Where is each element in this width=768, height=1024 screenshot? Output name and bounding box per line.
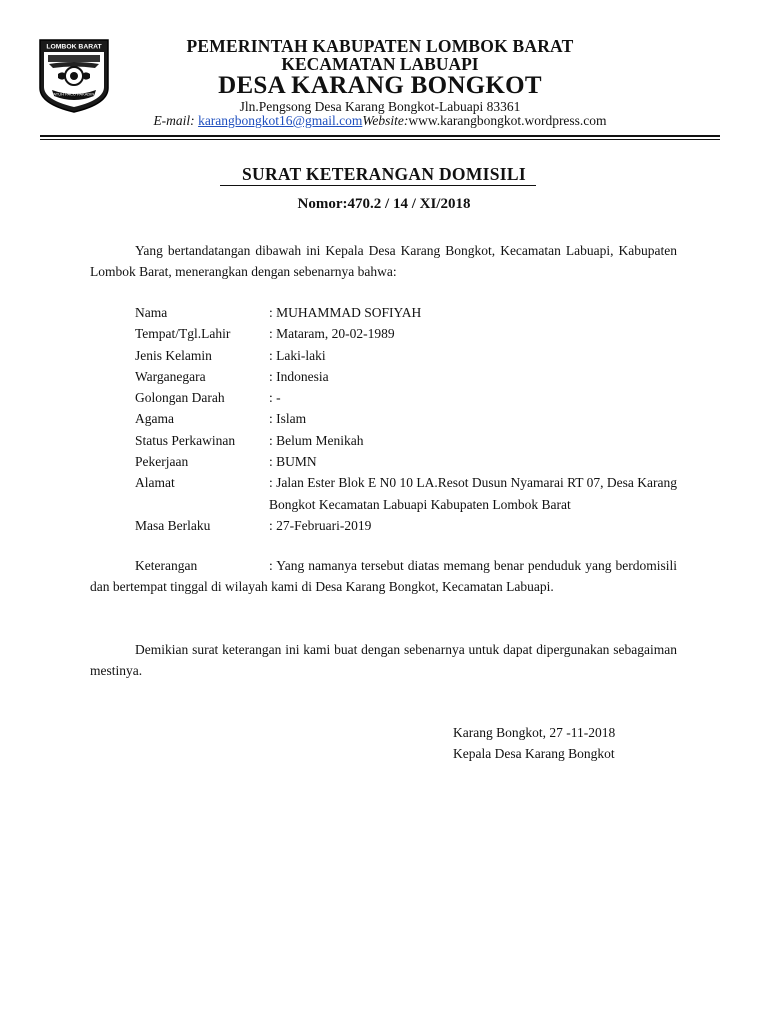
- field-row: [135, 472, 677, 515]
- field-label: Tempat/Tgl.Lahir: [135, 326, 231, 342]
- field-value: : 27-Februari-2019: [269, 517, 372, 533]
- field-row: [135, 323, 677, 344]
- letterhead-district: KECAMATAN LABUAPI: [281, 54, 479, 74]
- field-label: Pekerjaan: [135, 454, 189, 470]
- field-value: : MUHAMMAD SOFIYAH: [269, 305, 422, 320]
- website-text: www.karangbongkot.wordpress.com: [408, 113, 607, 128]
- intro-text: Yang bertandatangan dibawah ini Kepala Desa Karang Bongkot, Kecamatan Labuapi, Kabupaten Lombok Barat, menerangkan dengan sebenarnya bahwa:: [90, 243, 677, 280]
- field-row: [135, 430, 677, 451]
- document-number: Nomor:470.2 / 14 / XI/2018: [297, 196, 471, 212]
- letterhead-rule-thin: [40, 139, 720, 140]
- field-label: Nama: [135, 305, 168, 320]
- field-label: Jenis Kelamin: [135, 347, 212, 363]
- field-label: Masa Berlaku: [135, 517, 211, 533]
- closing-text: Demikian surat keterangan ini kami buat dengan sebenarnya untuk dapat dipergunakan sebagaiman mestinya.: [90, 642, 677, 679]
- field-label: Warganegara: [135, 368, 206, 384]
- letterhead-contact: [120, 113, 640, 129]
- field-value: : BUMN: [269, 454, 317, 470]
- signature-place-date: Karang Bongkot, 27 -11-2018: [453, 725, 616, 740]
- intro-paragraph: [90, 240, 677, 283]
- regency-logo: [38, 38, 110, 114]
- document-title: SURAT KETERANGAN DOMISILI: [242, 164, 526, 184]
- email-label: E-mail:: [153, 113, 195, 128]
- field-value: : Belum Menikah: [269, 432, 364, 448]
- field-row: [135, 345, 677, 366]
- field-label: Status Perkawinan: [135, 432, 236, 448]
- field-value: : Laki-laki: [269, 347, 326, 363]
- letterhead-rule-thick: [40, 135, 720, 137]
- field-value: : Islam: [269, 411, 307, 427]
- remarks-text: : Yang namanya tersebut diatas memang benar penduduk yang berdomisili dan bertempat tinggal di wilayah kami di Desa Karang Bongkot, Kecamatan Labuapi.: [90, 558, 677, 595]
- field-label: Agama: [135, 411, 174, 427]
- signature-block: [453, 722, 615, 765]
- email-link[interactable]: karangbongkot16@gmail.com: [198, 113, 363, 128]
- letterhead-village: DESA KARANG BONGKOT: [218, 72, 542, 99]
- remarks-paragraph: [90, 555, 677, 598]
- field-row: [135, 408, 677, 429]
- logo-top-text: LOMBOK BARAT: [46, 43, 102, 51]
- field-row: [135, 451, 677, 472]
- field-value: : -: [269, 390, 281, 406]
- field-row: [135, 515, 677, 536]
- closing-paragraph: [90, 639, 677, 682]
- field-value: : Jalan Ester Blok E N0 10 LA.Resot Dusun Nyamarai RT 07, Desa Karang Bongkot Kecamatan Labuapi Kabupaten Lombok Barat: [269, 475, 677, 512]
- field-value: : Indonesia: [269, 368, 329, 384]
- letterhead-government: PEMERINTAH KABUPATEN LOMBOK BARAT: [186, 36, 574, 56]
- field-label: Golongan Darah: [135, 390, 225, 406]
- field-label: Alamat: [135, 475, 175, 491]
- field-row: [135, 302, 677, 323]
- signature-position: Kepala Desa Karang Bongkot: [453, 746, 615, 762]
- field-value: : Mataram, 20-02-1989: [269, 326, 395, 342]
- title-underline: [220, 185, 536, 186]
- website-label: Website:: [362, 113, 409, 128]
- field-row: [135, 366, 677, 387]
- remarks-label: Keterangan: [135, 558, 198, 573]
- logo-motto-text: PATUH PACU PAKADINA: [51, 91, 97, 97]
- letterhead-address: Jln.Pengsong Desa Karang Bongkot-Labuapi 83361: [239, 99, 521, 114]
- identity-fields: [135, 302, 677, 536]
- field-row: [135, 387, 677, 408]
